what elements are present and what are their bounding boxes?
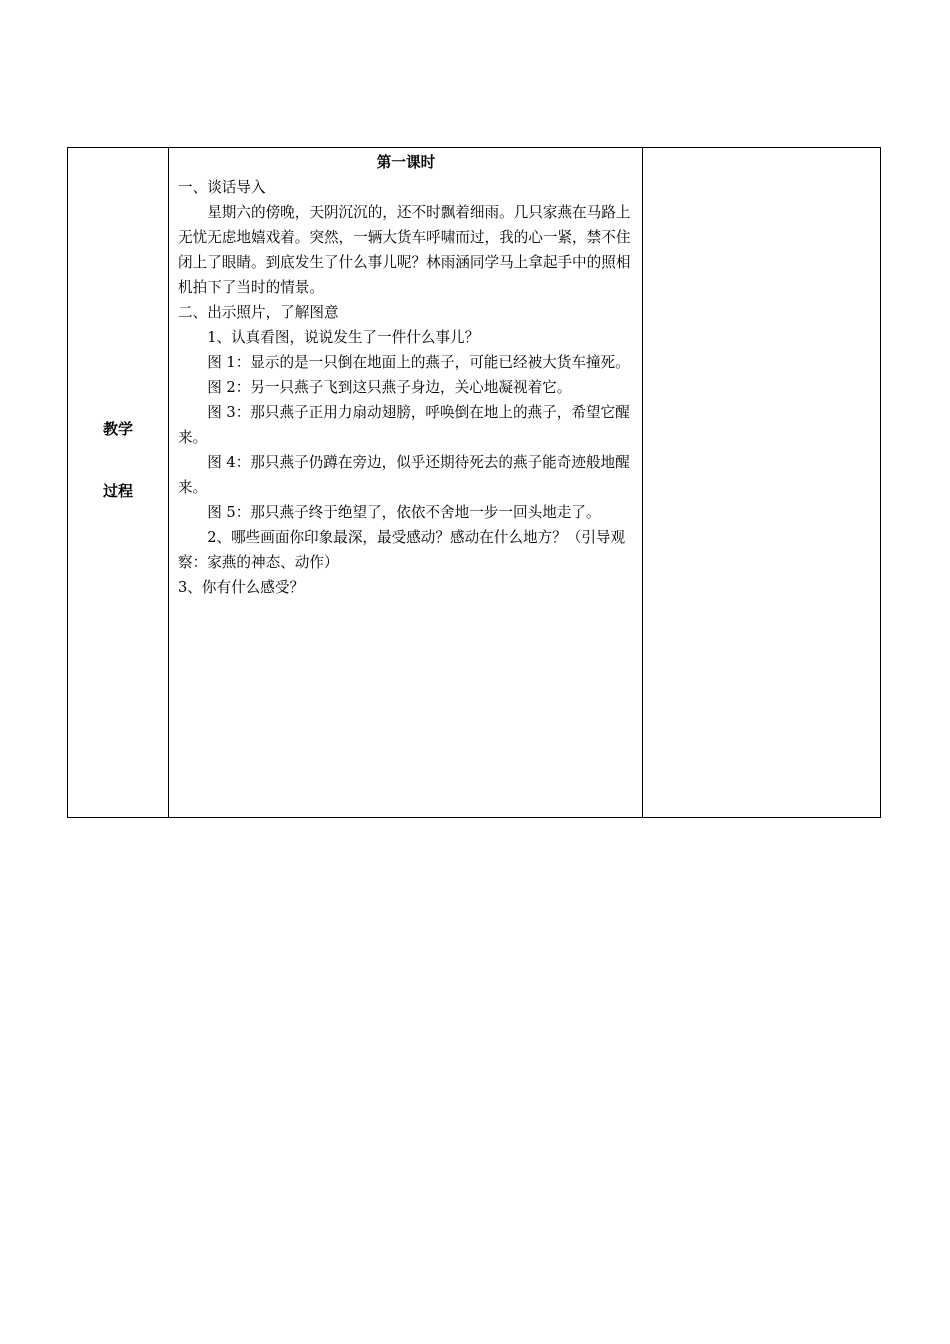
intro-paragraph: 星期六的傍晚，天阴沉沉的，还不时飘着细雨。几只家燕在马路上无忧无虑地嬉戏着。突然，一辆大货车呼啸而过，我的心一紧，禁不住闭上了眼睛。到底发生了什么事儿呢？林雨涵同学马上拿起手中的照相机拍下了当时的情景。	[178, 204, 631, 296]
picture-3-description: 图 3：那只燕子正用力扇动翅膀，呼唤倒在地上的燕子，希望它醒来。	[178, 404, 630, 446]
row-label-teaching: 教学	[102, 420, 133, 438]
question-2: 2、哪些画面你印象最深，最受感动？感动在什么地方？（引导观察：家燕的神态、动作）	[178, 529, 626, 571]
picture-4-description: 图 4：那只燕子仍蹲在旁边，似乎还期待死去的燕子能奇迹般地醒来。	[178, 454, 630, 496]
column-divider-left	[168, 148, 169, 817]
picture-2-description: 图 2：另一只燕子飞到这只燕子身边，关心地凝视着它。	[207, 379, 572, 396]
section-heading-intro: 一、谈话导入	[178, 179, 266, 196]
row-label-process: 过程	[102, 482, 133, 500]
lesson-title: 第一课时	[376, 154, 436, 171]
question-1: 1、认真看图，说说发生了一件什么事儿？	[207, 329, 480, 346]
picture-5-description: 图 5：那只燕子终于绝望了，依依不舍地一步一回头地走了。	[207, 504, 601, 521]
question-3: 3、你有什么感受？	[178, 579, 305, 596]
section-heading-photos: 二、出示照片，了解图意	[178, 304, 339, 321]
lesson-content	[178, 150, 634, 600]
picture-1-description: 图 1：显示的是一只倒在地面上的燕子，可能已经被大货车撞死。	[207, 354, 630, 371]
lesson-table	[67, 147, 881, 818]
notes-cell	[643, 148, 880, 817]
